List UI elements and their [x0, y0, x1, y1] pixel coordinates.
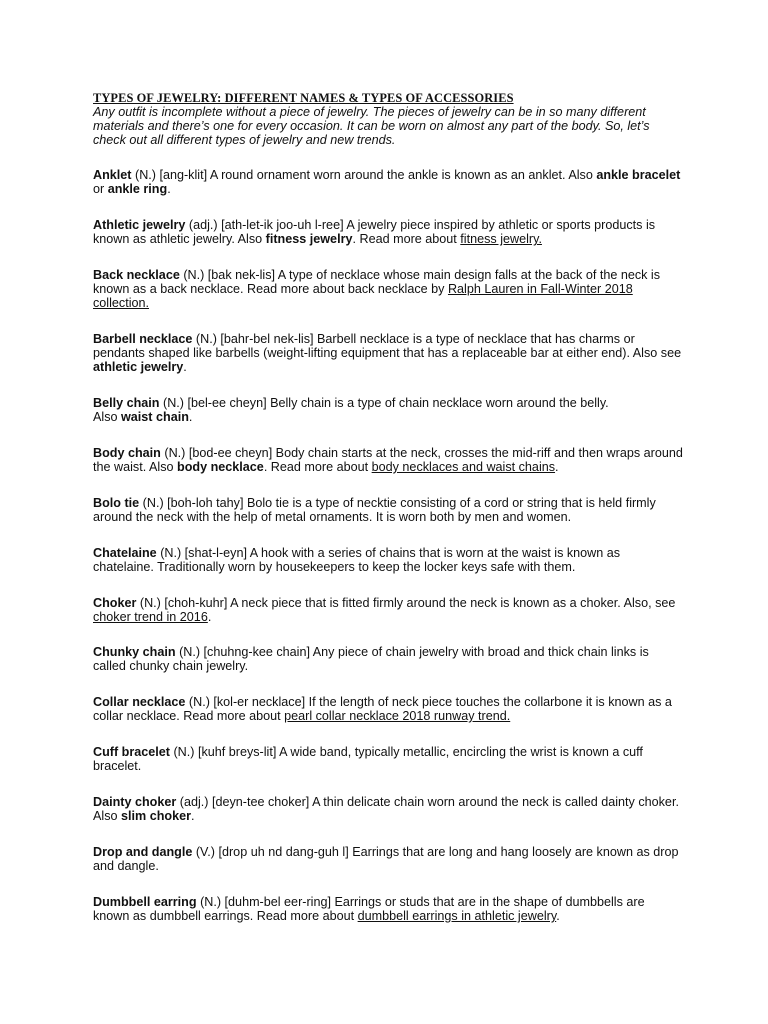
entry-term: Back necklace	[93, 268, 180, 282]
entry-text: (N.) [choh-kuhr] A neck piece that is fitted firmly around the neck is known as a choker. Also, see	[136, 596, 676, 610]
entry-chatelaine	[93, 546, 683, 574]
entry-bold: body necklace	[177, 460, 264, 475]
entry-text: (N.) [chuhng-kee chain] Any piece of chain jewelry with broad and thick chain links is called chunky chain jewelry.	[93, 645, 649, 674]
entry-text: (adj.) [ath-let-ik joo-uh l-ree] A jewelry piece inspired by athletic or sports products is known as athletic jewelry. Also	[93, 218, 656, 247]
entry-text: . Read more about	[263, 460, 372, 475]
entry-term: Cuff bracelet	[93, 745, 170, 759]
entry-text: .	[556, 909, 560, 924]
entry-link[interactable]: choker trend in 2016	[93, 610, 208, 625]
entry-collar-necklace	[93, 695, 683, 723]
entry-text: . Read more about	[352, 232, 461, 247]
entry-term: Drop and dangle	[93, 845, 193, 859]
entry-term: Athletic jewelry	[93, 218, 186, 232]
entry-barbell-necklace	[93, 332, 683, 375]
entry-text: .	[183, 360, 187, 375]
entry-text: (N.) [bak nek-lis] A type of necklace whose main design falls at the back of the neck is known as a back necklace. Read more about back necklace by	[93, 268, 661, 297]
entry-bold: fitness jewelry	[265, 232, 353, 247]
entry-text: (N.) [bahr-bel nek-lis] Barbell necklace is a type of necklace that has charms or pendants shaped like barbells (weight-lifting equipment that has a replaceable bar at either end). Also see	[93, 332, 682, 361]
entry-bold: waist chain	[121, 410, 189, 425]
entry-term: Body chain	[93, 446, 161, 460]
entry-text: .	[167, 182, 171, 197]
entry-link[interactable]: fitness jewelry.	[460, 232, 542, 247]
entry-text: .	[555, 460, 559, 475]
entry-text: Also	[93, 410, 121, 425]
entry-text: (N.) [kol-er necklace] If the length of neck piece touches the collarbone it is known as a collar necklace. Read more about	[93, 695, 672, 724]
entry-bold: ankle bracelet	[596, 168, 681, 182]
document-title: TYPES OF JEWELRY: DIFFERENT NAMES & TYPES OF ACCESSORIES	[93, 91, 514, 105]
entry-chunky-chain	[93, 645, 683, 673]
entry-link[interactable]: Ralph Lauren in Fall-Winter 2018 collection.	[93, 282, 633, 311]
entry-bold: athletic jewelry	[93, 360, 184, 375]
entry-dumbbell-earring	[93, 895, 683, 923]
entry-term: Chatelaine	[93, 546, 157, 560]
entry-text: or	[93, 182, 108, 197]
entry-drop-and-dangle	[93, 845, 683, 873]
entry-text: (N.) [shat-l-eyn] A hook with a series of chains that is worn at the waist is known as chatelaine. Traditionally worn by housekeepers to keep the locker keys safe with them.	[93, 546, 621, 575]
entry-bolo-tie	[93, 496, 683, 524]
entry-text: (adj.) [deyn-tee choker] A thin delicate chain worn around the neck is called dainty choker. Also	[93, 795, 679, 824]
entry-term: Bolo tie	[93, 496, 140, 510]
document-page	[93, 91, 683, 924]
entry-term: Choker	[93, 596, 137, 610]
entry-text: (N.) [duhm-bel eer-ring] Earrings or studs that are in the shape of dumbbells are known as dumbbell earrings. Read more about	[93, 895, 645, 924]
entry-text: (N.) [ang-klit] A round ornament worn around the ankle is known as an anklet. Also	[131, 168, 597, 182]
entry-back-necklace	[93, 268, 683, 311]
entry-term: Chunky chain	[93, 645, 176, 659]
entry-bold: slim choker	[121, 809, 191, 824]
entry-link[interactable]: dumbbell earrings in athletic jewelry	[357, 909, 557, 924]
entry-term: Dainty choker	[93, 795, 177, 809]
entry-term: Collar necklace	[93, 695, 186, 709]
entry-link[interactable]: body necklaces and waist chains	[371, 460, 556, 475]
intro-paragraph: Any outfit is incomplete without a piece of jewelry. The pieces of jewelry can be in so many different materials and there’s one for every occasion. It can be worn on almost any part of the body. So, let’s check out all different types of jewelry and new trends.	[93, 105, 650, 148]
entry-text: (V.) [drop uh nd dang-guh l] Earrings that are long and hang loosely are known as drop and dangle.	[93, 845, 679, 874]
entry-text: .	[207, 610, 212, 625]
entry-text: (N.) [bod-ee cheyn] Body chain starts at the neck, crosses the mid-riff and then wraps around the waist. Also	[93, 446, 683, 475]
entry-text: (N.) [bel-ee cheyn] Belly chain is a type of chain necklace worn around the belly.	[159, 396, 609, 410]
entry-body-chain	[93, 446, 683, 474]
entry-dainty-choker	[93, 795, 683, 823]
entry-text: .	[191, 809, 195, 824]
entry-anklet	[93, 168, 683, 196]
entry-term: Barbell necklace	[93, 332, 193, 346]
entry-term: Dumbbell earring	[93, 895, 197, 909]
entry-text: .	[188, 410, 193, 425]
entry-term: Anklet	[93, 168, 132, 182]
entry-athletic-jewelry	[93, 218, 683, 246]
entry-belly-chain	[93, 396, 683, 424]
entry-bold: ankle ring	[107, 182, 168, 197]
entry-choker	[93, 596, 683, 624]
entry-cuff-bracelet	[93, 745, 683, 773]
entry-text: (N.) [boh-loh tahy] Bolo tie is a type of necktie consisting of a cord or string that is held firmly around the neck with the help of metal ornaments. It is worn both by men and women.	[93, 496, 656, 525]
entry-text: (N.) [kuhf breys-lit] A wide band, typically metallic, encircling the wrist is known a cuff bracelet.	[93, 745, 643, 774]
entry-term: Belly chain	[93, 396, 160, 410]
entry-link[interactable]: pearl collar necklace 2018 runway trend.	[284, 709, 511, 724]
